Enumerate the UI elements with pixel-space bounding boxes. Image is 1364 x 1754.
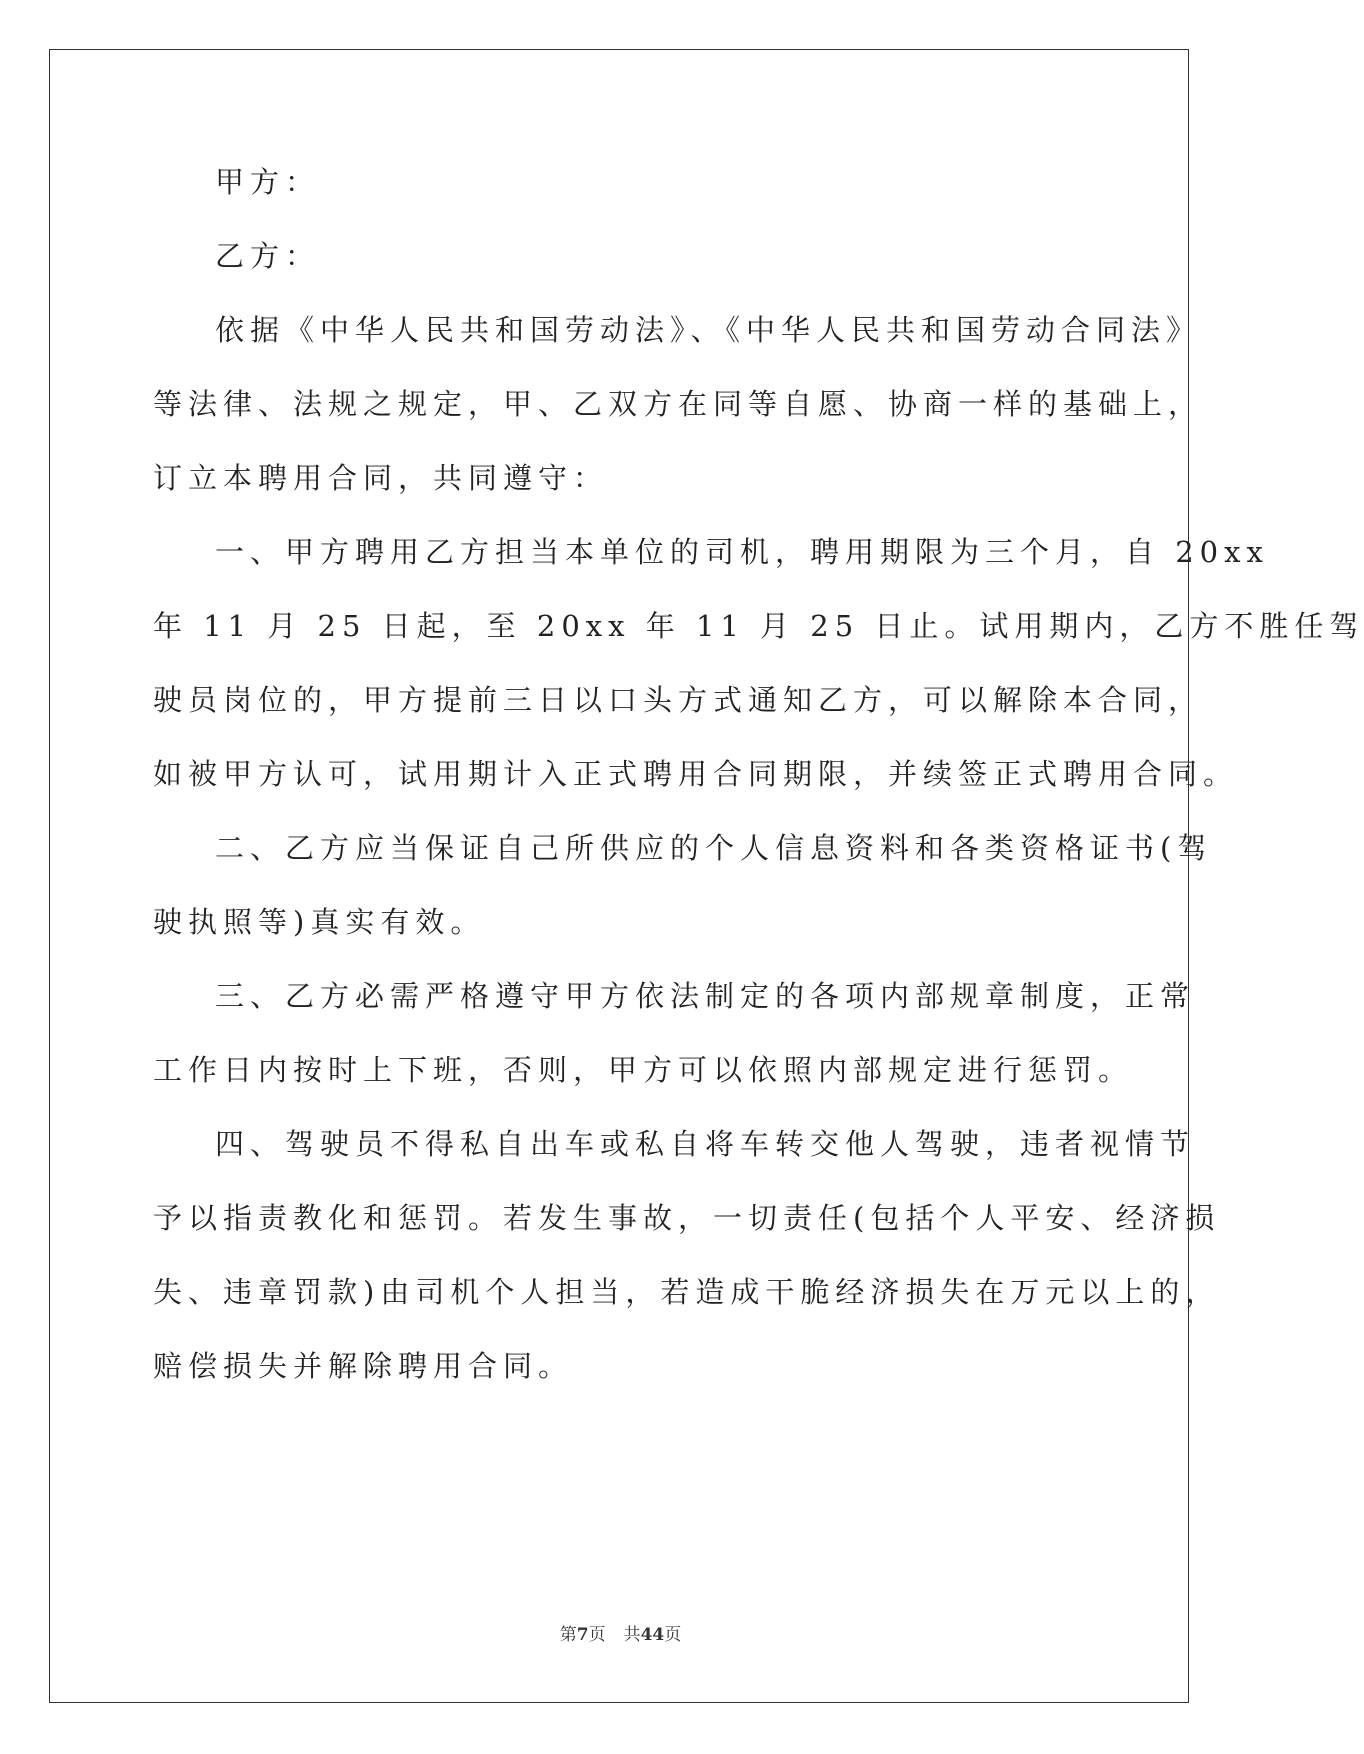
paragraph-line: 二、乙方应当保证自己所供应的个人信息资料和各类资格证书(驾: [215, 831, 1213, 865]
paragraph-line: 订立本聘用合同，共同遵守：: [153, 461, 609, 495]
page-footer: [0, 1623, 1241, 1647]
paragraph-line: 驶员岗位的，甲方提前三日以口头方式通知乙方，可以解除本合同，: [153, 683, 1204, 717]
total-pages: 44: [640, 1625, 665, 1645]
paragraph-line: 四、驾驶员不得私自出车或私自将车转交他人驾驶，违者视情节: [215, 1127, 1196, 1161]
party-a-line: 甲方：: [215, 165, 321, 199]
paragraph-line: 驶执照等)真实有效。: [153, 905, 486, 939]
paragraph-line: 予以指责教化和惩罚。若发生事故，一切责任(包括个人平安、经济损: [153, 1201, 1221, 1235]
total-suffix: 页: [664, 1625, 682, 1645]
paragraph-line: 赔偿损失并解除聘用合同。: [153, 1349, 574, 1383]
paragraph-line: 如被甲方认可，试用期计入正式聘用合同期限，并续签正式聘用合同。: [153, 757, 1239, 791]
page-number: 7: [576, 1625, 589, 1645]
total-prefix: 共: [623, 1625, 641, 1645]
page-prefix: 第: [559, 1625, 577, 1645]
paragraph-line: 工作日内按时上下班，否则，甲方可以依照内部规定进行惩罚。: [153, 1053, 1134, 1087]
paragraph-line: 等法律、法规之规定，甲、乙双方在同等自愿、协商一样的基础上，: [153, 387, 1204, 421]
paragraph-line: 失、违章罚款)由司机个人担当，若造成干脆经济损失在万元以上的，: [153, 1275, 1221, 1309]
paragraph-line: 三、乙方必需严格遵守甲方依法制定的各项内部规章制度，正常: [215, 979, 1196, 1013]
party-b-line: 乙方：: [215, 239, 321, 273]
paragraph-line: 依据《中华人民共和国劳动法》、《中华人民共和国劳动合同法》: [215, 313, 1202, 347]
paragraph-line: 年 11 月 25 日起，至 20xx 年 11 月 25 日止。试用期内，乙方不胜任驾: [153, 609, 1364, 643]
page-suffix: 页: [588, 1625, 606, 1645]
paragraph-line: 一、甲方聘用乙方担当本单位的司机，聘用期限为三个月，自 20xx: [215, 535, 1269, 569]
page-border: [49, 49, 1189, 1703]
